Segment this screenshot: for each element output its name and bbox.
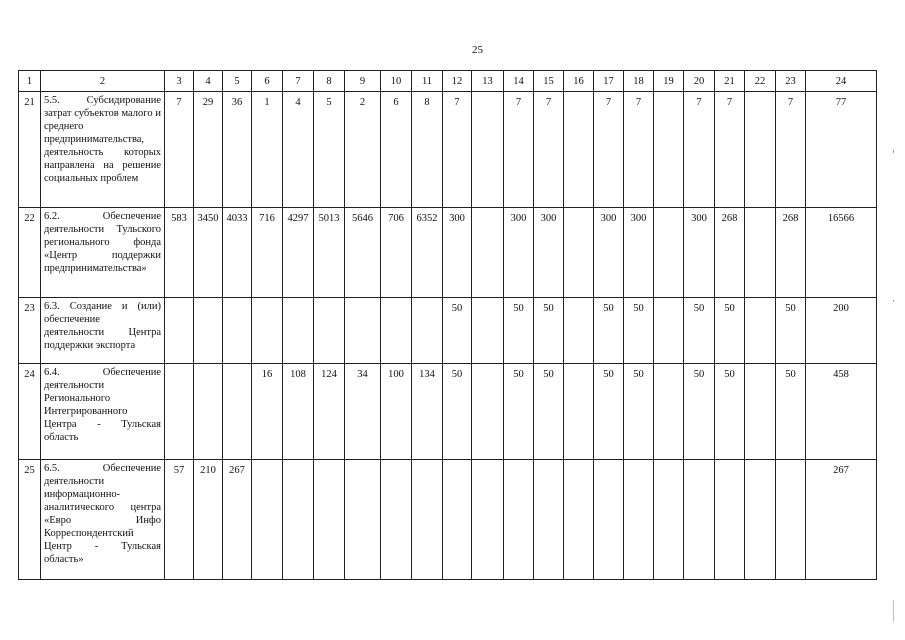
column-header-22: 22	[745, 71, 776, 92]
value-cell	[283, 460, 314, 580]
row-description: 6.2. Обеспечение деятельности Тульского регионального фонда «Центр поддержки предпринимательства»	[41, 208, 165, 298]
column-header-13: 13	[472, 71, 504, 92]
scan-speck	[893, 300, 894, 302]
value-cell	[624, 460, 654, 580]
value-cell: 716	[252, 208, 283, 298]
value-cell: 4033	[223, 208, 252, 298]
row-number: 23	[19, 298, 41, 364]
value-cell: 300	[594, 208, 624, 298]
row-number: 22	[19, 208, 41, 298]
value-cell: 50	[624, 364, 654, 460]
column-header-8: 8	[314, 71, 345, 92]
table-row	[19, 460, 877, 580]
row-description: 6.4. Обеспечение деятельности Регионального Интегрированного Центра - Тульская область	[41, 364, 165, 460]
value-cell: 3450	[194, 208, 223, 298]
value-cell	[412, 298, 443, 364]
row-number: 21	[19, 92, 41, 208]
value-cell: 16566	[806, 208, 877, 298]
value-cell: 583	[165, 208, 194, 298]
row-number: 24	[19, 364, 41, 460]
value-cell	[314, 460, 345, 580]
value-cell	[654, 364, 684, 460]
value-cell	[443, 460, 472, 580]
row-description: 6.5. Обеспечение деятельности информационно-аналитического центра «Евро Инфо Корреспондентский Центр - Тульская область»	[41, 460, 165, 580]
value-cell	[472, 460, 504, 580]
budget-table	[18, 70, 877, 580]
header-row	[19, 71, 877, 92]
value-cell: 268	[776, 208, 806, 298]
column-header-16: 16	[564, 71, 594, 92]
value-cell: 34	[345, 364, 381, 460]
value-cell: 268	[715, 208, 745, 298]
value-cell: 16	[252, 364, 283, 460]
value-cell	[564, 92, 594, 208]
value-cell: 706	[381, 208, 412, 298]
value-cell: 50	[594, 298, 624, 364]
column-header-1: 1	[19, 71, 41, 92]
value-cell	[534, 460, 564, 580]
table-row	[19, 298, 877, 364]
value-cell: 7	[684, 92, 715, 208]
column-header-3: 3	[165, 71, 194, 92]
value-cell: 5646	[345, 208, 381, 298]
table-row	[19, 92, 877, 208]
value-cell: 6352	[412, 208, 443, 298]
row-number: 25	[19, 460, 41, 580]
value-cell	[745, 460, 776, 580]
value-cell: 57	[165, 460, 194, 580]
value-cell: 50	[624, 298, 654, 364]
value-cell	[654, 92, 684, 208]
value-cell: 7	[534, 92, 564, 208]
value-cell	[194, 364, 223, 460]
scan-speck	[893, 150, 894, 153]
value-cell	[564, 460, 594, 580]
value-cell	[194, 298, 223, 364]
value-cell	[314, 298, 345, 364]
column-header-14: 14	[504, 71, 534, 92]
value-cell: 5	[314, 92, 345, 208]
value-cell	[745, 92, 776, 208]
column-header-4: 4	[194, 71, 223, 92]
value-cell	[412, 460, 443, 580]
value-cell	[564, 364, 594, 460]
value-cell: 124	[314, 364, 345, 460]
value-cell	[472, 208, 504, 298]
value-cell: 300	[624, 208, 654, 298]
value-cell	[776, 460, 806, 580]
value-cell: 210	[194, 460, 223, 580]
column-header-23: 23	[776, 71, 806, 92]
page-number: 25	[472, 44, 483, 56]
value-cell	[745, 364, 776, 460]
value-cell	[504, 460, 534, 580]
value-cell: 134	[412, 364, 443, 460]
value-cell: 50	[504, 298, 534, 364]
column-header-11: 11	[412, 71, 443, 92]
value-cell: 77	[806, 92, 877, 208]
value-cell	[252, 298, 283, 364]
value-cell: 6	[381, 92, 412, 208]
column-header-19: 19	[654, 71, 684, 92]
row-description: 5.5. Субсидирование затрат субъектов малого и среднего предпринимательства, деятельность которых направлена на решение социальных проблем	[41, 92, 165, 208]
table-row	[19, 364, 877, 460]
value-cell: 200	[806, 298, 877, 364]
value-cell	[654, 460, 684, 580]
value-cell: 50	[594, 364, 624, 460]
value-cell	[684, 460, 715, 580]
value-cell	[165, 364, 194, 460]
column-header-10: 10	[381, 71, 412, 92]
value-cell	[165, 298, 194, 364]
value-cell: 108	[283, 364, 314, 460]
value-cell: 458	[806, 364, 877, 460]
value-cell	[472, 364, 504, 460]
value-cell	[472, 298, 504, 364]
value-cell: 36	[223, 92, 252, 208]
value-cell	[252, 460, 283, 580]
value-cell	[223, 298, 252, 364]
value-cell	[654, 208, 684, 298]
value-cell: 50	[534, 364, 564, 460]
value-cell: 7	[165, 92, 194, 208]
column-header-12: 12	[443, 71, 472, 92]
value-cell: 300	[504, 208, 534, 298]
value-cell: 50	[534, 298, 564, 364]
value-cell: 50	[776, 364, 806, 460]
column-header-21: 21	[715, 71, 745, 92]
column-header-17: 17	[594, 71, 624, 92]
value-cell: 7	[443, 92, 472, 208]
value-cell: 50	[715, 298, 745, 364]
table-row	[19, 208, 877, 298]
column-header-18: 18	[624, 71, 654, 92]
value-cell	[594, 460, 624, 580]
value-cell: 100	[381, 364, 412, 460]
value-cell: 50	[776, 298, 806, 364]
value-cell: 267	[223, 460, 252, 580]
column-header-15: 15	[534, 71, 564, 92]
value-cell: 50	[443, 298, 472, 364]
value-cell: 50	[684, 364, 715, 460]
value-cell	[564, 208, 594, 298]
column-header-6: 6	[252, 71, 283, 92]
column-header-9: 9	[345, 71, 381, 92]
value-cell: 50	[504, 364, 534, 460]
value-cell: 5013	[314, 208, 345, 298]
value-cell	[472, 92, 504, 208]
value-cell	[283, 298, 314, 364]
value-cell: 29	[194, 92, 223, 208]
row-description: 6.3. Создание и (или) обеспечение деятельности Центра поддержки экспорта	[41, 298, 165, 364]
value-cell	[345, 298, 381, 364]
value-cell: 267	[806, 460, 877, 580]
value-cell: 4	[283, 92, 314, 208]
value-cell: 1	[252, 92, 283, 208]
value-cell	[223, 364, 252, 460]
value-cell	[745, 298, 776, 364]
value-cell: 300	[534, 208, 564, 298]
value-cell: 7	[624, 92, 654, 208]
value-cell: 8	[412, 92, 443, 208]
value-cell	[345, 460, 381, 580]
column-header-20: 20	[684, 71, 715, 92]
value-cell	[745, 208, 776, 298]
value-cell: 7	[715, 92, 745, 208]
value-cell: 2	[345, 92, 381, 208]
value-cell: 7	[504, 92, 534, 208]
value-cell: 50	[443, 364, 472, 460]
scan-speck	[893, 600, 894, 622]
value-cell: 50	[684, 298, 715, 364]
value-cell	[564, 298, 594, 364]
value-cell	[381, 298, 412, 364]
value-cell: 7	[776, 92, 806, 208]
value-cell: 300	[443, 208, 472, 298]
value-cell: 7	[594, 92, 624, 208]
column-header-7: 7	[283, 71, 314, 92]
value-cell	[381, 460, 412, 580]
column-header-24: 24	[806, 71, 877, 92]
column-header-2: 2	[41, 71, 165, 92]
value-cell: 4297	[283, 208, 314, 298]
value-cell	[654, 298, 684, 364]
value-cell	[715, 460, 745, 580]
value-cell: 50	[715, 364, 745, 460]
value-cell: 300	[684, 208, 715, 298]
column-header-5: 5	[223, 71, 252, 92]
